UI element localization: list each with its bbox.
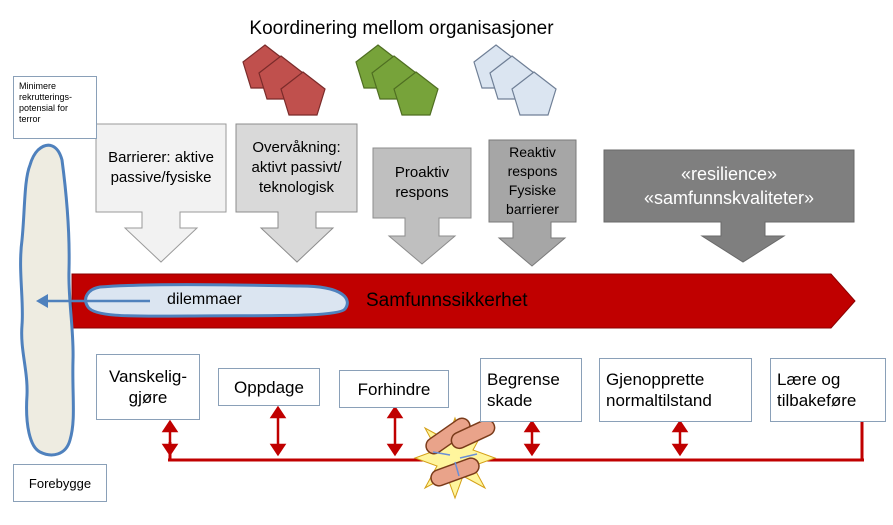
- callout-overvakning: Overvåkning: aktivt passivt/ teknologisk: [251, 139, 342, 196]
- pentagon-group-blue: [474, 45, 556, 115]
- callout-proaktiv: Proaktiv respons: [394, 164, 450, 201]
- samfunnssikkerhet-label: Samfunnssikkerhet: [366, 290, 528, 311]
- callout-reaktiv: Reaktiv respons Fysiske barrierer: [506, 144, 559, 217]
- forebygge-label: Forebygge: [28, 475, 92, 491]
- pentagon-group-red: [243, 45, 325, 115]
- stage-vanskeliggjore: Vanskelig-gjøre: [96, 354, 200, 420]
- diagram-title: Koordinering mellom organisasjoner: [249, 18, 554, 39]
- stage-oppdage: Oppdage: [218, 368, 320, 406]
- callout-barrierer: Barrierer: aktive passive/fysiske: [108, 149, 214, 186]
- stage-begrense-skade: Begrense skade: [480, 358, 582, 422]
- minimere-label: Minimere rekrutterings-potensial for terror: [19, 81, 73, 124]
- dilemmaer-label: dilemmaer: [167, 291, 242, 308]
- stage-gjenopprette: Gjenopprette normaltilstand: [599, 358, 752, 422]
- forebygge-box: [13, 464, 107, 502]
- minimere-box: [13, 76, 97, 139]
- stage-laere: Lære og tilbakeføre: [770, 358, 886, 422]
- stage-forhindre: Forhindre: [339, 370, 449, 408]
- explosion-icon: [415, 415, 497, 498]
- pentagon-group-green: [356, 45, 438, 115]
- callout-resilience: «resilience» «samfunnskvaliteter»: [643, 164, 815, 208]
